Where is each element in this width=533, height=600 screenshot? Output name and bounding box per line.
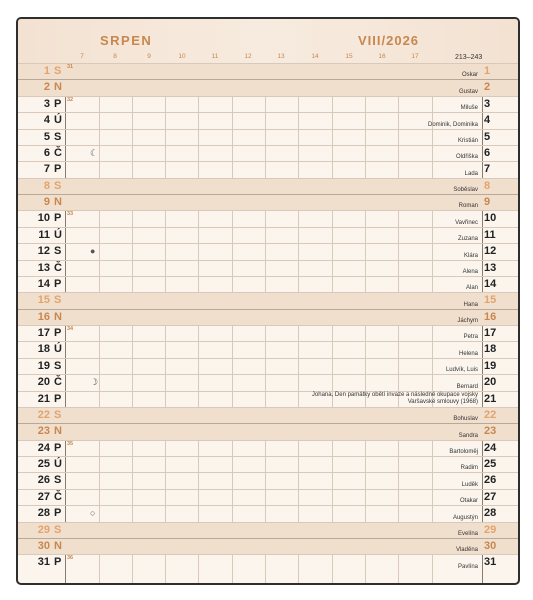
calendar-header: [18, 19, 518, 63]
name-day: Klára: [463, 252, 478, 259]
day-of-week: Ú: [54, 228, 62, 241]
day-number: 31: [37, 556, 50, 569]
day-number: 7: [43, 163, 50, 176]
hour-label: 13: [277, 53, 285, 60]
day-row[interactable]: [18, 407, 518, 423]
name-day: Pavlína: [457, 563, 478, 570]
hour-label: 16: [378, 53, 386, 60]
hour-label: 8: [113, 53, 117, 60]
day-row[interactable]: [18, 472, 518, 488]
day-row[interactable]: [18, 276, 518, 292]
day-row[interactable]: [18, 210, 518, 226]
day-row[interactable]: [18, 227, 518, 243]
name-day: Bartoloměj: [449, 449, 478, 455]
name-day: Jáchym: [457, 318, 478, 324]
day-number-right: 4: [484, 114, 491, 127]
name-day: Otakar: [459, 498, 478, 505]
day-number-right: 9: [484, 196, 491, 208]
day-row[interactable]: [18, 96, 518, 112]
day-of-week: N: [54, 539, 62, 552]
day-row[interactable]: [18, 440, 518, 456]
name-day: Lada: [464, 170, 478, 177]
day-of-week: Č: [54, 490, 62, 503]
name-day: Vavřinec: [455, 219, 478, 226]
day-number: 4: [43, 114, 50, 127]
day-row[interactable]: [18, 341, 518, 357]
hour-label: 12: [244, 53, 252, 60]
moon-phase-icon: ☽: [90, 377, 99, 388]
day-row[interactable]: [18, 522, 518, 538]
calendar-page: [16, 17, 520, 585]
week-number: 35: [67, 440, 74, 447]
day-number: 20: [37, 376, 50, 389]
name-day: Alena: [462, 268, 478, 275]
day-number: 25: [37, 458, 50, 470]
day-number-right: 17: [484, 327, 497, 339]
day-number: 27: [37, 490, 50, 503]
day-row[interactable]: [18, 292, 518, 308]
day-number: 17: [37, 327, 50, 339]
hour-label: 10: [178, 53, 186, 60]
day-of-week: P: [54, 97, 62, 110]
day-number: 16: [37, 310, 50, 323]
day-number: 28: [37, 507, 50, 520]
day-number-right: 28: [484, 507, 497, 520]
day-row[interactable]: [18, 538, 518, 554]
day-of-week: Č: [54, 376, 62, 389]
name-day: Hana: [463, 301, 478, 308]
day-row[interactable]: [18, 358, 518, 374]
hour-label: 11: [211, 53, 219, 60]
week-number: 34: [67, 326, 74, 332]
day-number-right: 18: [484, 343, 497, 356]
day-number: 2: [43, 81, 50, 94]
day-number: 5: [43, 130, 50, 143]
moon-phase-icon: ●: [90, 246, 96, 257]
day-number: 8: [43, 179, 50, 192]
day-number: 9: [43, 196, 50, 208]
day-row[interactable]: [18, 194, 518, 210]
day-of-week: S: [54, 474, 62, 487]
hour-label: 15: [345, 53, 353, 60]
day-number: 18: [37, 343, 50, 356]
day-of-week: S: [54, 179, 62, 192]
day-number-right: 22: [484, 408, 497, 421]
day-number-right: 27: [484, 490, 497, 503]
day-row[interactable]: [18, 161, 518, 177]
day-of-week: N: [54, 196, 62, 208]
day-number-right: 16: [484, 310, 497, 323]
day-of-week: Ú: [54, 114, 62, 127]
day-row[interactable]: [18, 505, 518, 521]
day-number-right: 10: [484, 212, 497, 225]
day-number-right: 19: [484, 359, 497, 372]
day-number-right: 15: [484, 294, 497, 307]
day-of-week: S: [54, 408, 62, 421]
day-number: 24: [37, 441, 50, 454]
name-day: Helena: [458, 350, 478, 357]
day-row[interactable]: [18, 260, 518, 276]
day-number: 30: [37, 539, 50, 552]
day-row[interactable]: [18, 243, 518, 259]
day-of-week: S: [54, 245, 62, 258]
day-of-week: P: [54, 327, 62, 339]
day-number: 12: [37, 245, 50, 258]
day-of-week: S: [54, 294, 62, 307]
day-of-week: P: [54, 212, 62, 225]
name-day: Radim: [460, 465, 478, 472]
name-day: Vladěna: [455, 547, 478, 554]
day-row[interactable]: [18, 554, 518, 570]
day-number-right: 20: [484, 376, 497, 389]
week-number: 31: [67, 64, 74, 70]
day-number: 23: [37, 425, 50, 438]
name-day: Alan: [465, 285, 478, 292]
day-of-week: P: [54, 392, 62, 405]
week-number: 33: [67, 211, 74, 218]
moon-phase-icon: ☾: [90, 147, 99, 158]
name-day: Evelína: [457, 530, 478, 537]
name-day: Zuzana: [457, 236, 478, 243]
day-of-week: Ú: [54, 343, 62, 356]
name-day: Bernard: [456, 383, 478, 390]
name-day: Roman: [458, 203, 478, 210]
day-grid: [18, 63, 518, 571]
day-number-right: 14: [484, 277, 497, 290]
day-row[interactable]: [18, 178, 518, 194]
name-day: Soběslav: [453, 187, 478, 193]
day-number-right: 1: [484, 65, 491, 77]
day-row[interactable]: [18, 456, 518, 472]
day-row[interactable]: [18, 79, 518, 95]
day-row[interactable]: [18, 145, 518, 161]
hour-label: 14: [311, 53, 319, 60]
name-day: Bohuslav: [453, 416, 478, 423]
name-day: Kristián: [457, 137, 478, 144]
day-number-right: 13: [484, 261, 497, 274]
day-number: 10: [37, 212, 50, 225]
day-of-year-range: 213–243: [455, 54, 483, 61]
week-number: 32: [67, 96, 74, 103]
day-number: 14: [37, 277, 50, 290]
day-row[interactable]: [18, 309, 518, 325]
day-row[interactable]: [18, 391, 518, 407]
day-number-right: 5: [484, 130, 491, 143]
name-day: Miluše: [460, 105, 478, 112]
day-row[interactable]: [18, 374, 518, 390]
name-day: Ludvík, Luis: [445, 367, 478, 374]
day-of-week: P: [54, 163, 62, 176]
name-day: Petra: [463, 334, 478, 341]
name-day: Oskar: [461, 72, 478, 79]
day-number: 15: [37, 294, 50, 307]
day-of-week: S: [54, 130, 62, 143]
day-row[interactable]: [18, 129, 518, 145]
day-of-week: N: [54, 425, 62, 438]
day-number: 3: [43, 97, 50, 110]
day-row[interactable]: [18, 325, 518, 341]
day-of-week: Ú: [54, 458, 62, 470]
week-number: 36: [67, 555, 74, 562]
name-day: Dominik, Dominika: [427, 121, 478, 128]
day-number-right: 7: [484, 163, 491, 176]
day-number-right: 29: [484, 523, 497, 536]
day-number: 22: [37, 408, 50, 421]
name-day: Johana, Den památky obětí invaze a následné okupace vojsky Varšavské smlouvy (1968): [311, 391, 478, 405]
day-row[interactable]: [18, 489, 518, 505]
day-of-week: P: [54, 556, 62, 569]
day-number-right: 24: [484, 441, 497, 454]
day-number: 19: [37, 359, 50, 372]
day-of-week: N: [54, 310, 62, 323]
day-of-week: S: [54, 523, 62, 536]
name-day: Oldřiška: [455, 154, 478, 161]
name-day: Gustav: [458, 88, 478, 95]
day-of-week: Č: [54, 146, 62, 159]
day-number-right: 26: [484, 474, 497, 487]
day-number: 1: [43, 65, 50, 77]
month-title: SRPEN: [100, 33, 153, 48]
name-day: Luděk: [461, 481, 478, 488]
name-day: Sandra: [458, 432, 478, 439]
day-number: 13: [37, 261, 50, 274]
hour-label: 7: [80, 53, 84, 60]
day-number-right: 12: [484, 245, 497, 258]
day-number-right: 23: [484, 425, 497, 438]
day-row[interactable]: [18, 423, 518, 439]
name-day: Augustýn: [452, 514, 478, 521]
day-number: 26: [37, 474, 50, 487]
day-of-week: S: [54, 65, 62, 77]
day-number-right: 2: [484, 81, 491, 94]
day-number-right: 31: [484, 556, 497, 569]
day-of-week: P: [54, 507, 62, 520]
day-of-week: P: [54, 441, 62, 454]
day-of-week: P: [54, 277, 62, 290]
hour-label: 17: [411, 53, 419, 60]
day-of-week: Č: [54, 261, 62, 274]
day-of-week: N: [54, 81, 62, 94]
day-number: 29: [37, 523, 50, 536]
day-row[interactable]: [18, 63, 518, 79]
day-number-right: 3: [484, 97, 491, 110]
day-number-right: 25: [484, 458, 497, 470]
day-number: 6: [43, 146, 50, 159]
hour-label: 9: [147, 53, 151, 60]
day-number-right: 8: [484, 179, 491, 192]
day-number-right: 30: [484, 539, 497, 552]
moon-phase-icon: ○: [90, 508, 96, 519]
day-number-right: 11: [484, 228, 496, 241]
day-number: 21: [37, 392, 50, 405]
day-number-right: 6: [484, 146, 491, 159]
day-of-week: S: [54, 359, 62, 372]
day-number: 11: [38, 228, 50, 241]
day-number-right: 21: [484, 392, 497, 405]
month-year-title: VIII/2026: [358, 33, 420, 48]
day-row[interactable]: [18, 112, 518, 128]
